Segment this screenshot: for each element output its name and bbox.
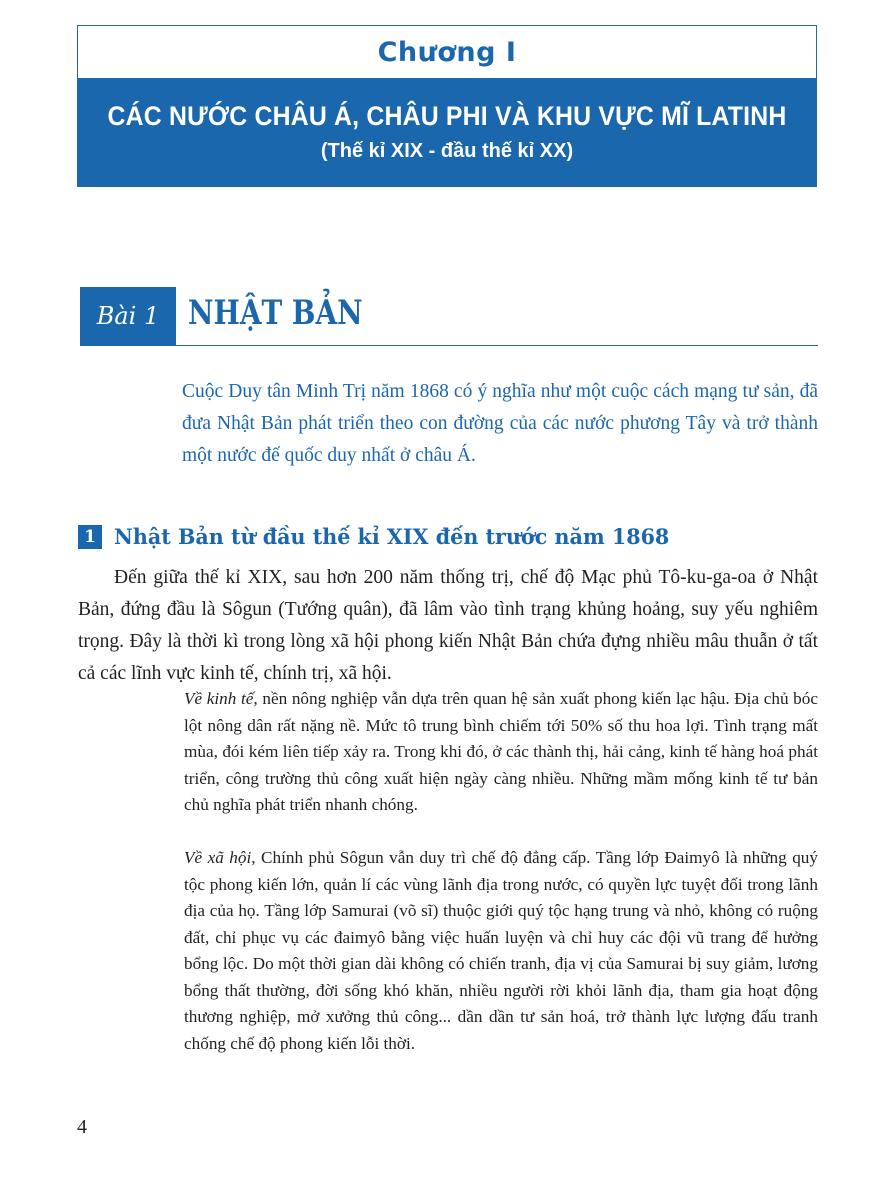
- chapter-header: [77, 25, 817, 187]
- economy-lead: Về kinh tế: [184, 689, 254, 708]
- body-paragraph: Đến giữa thế kỉ XIX, sau hơn 200 năm thống trị, chế độ Mạc phủ Tô-ku-ga-oa ở Nhật Bản, đứng đầu là Sôgun (Tướng quân), đã lâm vào tình trạng khủng hoảng, suy yếu nghiêm trọng. Đây là thời kì trong lòng xã hội phong kiến Nhật Bản chứa đựng nhiều mâu thuẫn ở tất cả các lĩnh vực kinh tế, chính trị, xã hội.: [78, 567, 818, 684]
- economy-paragraph: [184, 686, 818, 819]
- lesson-intro: Cuộc Duy tân Minh Trị năm 1868 có ý nghĩa như một cuộc cách mạng tư sản, đã đưa Nhật Bản phát triển theo con đường của các nước phương Tây và trở thành một nước đế quốc duy nhất ở châu Á.: [182, 381, 818, 466]
- chapter-label: Chương I: [377, 36, 517, 68]
- section-number: 1: [78, 525, 102, 549]
- economy-text: , nền nông nghiệp vẫn dựa trên quan hệ sản xuất phong kiến lạc hậu. Địa chủ bóc lột nông dân rất nặng nề. Mức tô trung bình chiếm tới 50% số thu hoa lợi. Tình trạng mất mùa, đói kém liên tiếp xảy ra. Trong khi đó, ở các thành thị, hải cảng, kinh tế hàng hoá phát triển, công trường thủ công xuất hiện ngày càng nhiều. Những mầm mống kinh tế tư bản chủ nghĩa phát triển nhanh chóng.: [184, 689, 818, 814]
- society-lead: Về xã hội: [184, 848, 252, 867]
- chapter-title: CÁC NƯỚC CHÂU Á, CHÂU PHI VÀ KHU VỰC MĨ LATINH: [107, 101, 787, 131]
- lesson-title: NHẬT BẢN: [188, 293, 363, 333]
- chapter-title-block: [78, 79, 816, 163]
- section-title: Nhật Bản từ đầu thế kỉ XIX đến trước năm 1868: [114, 524, 670, 550]
- lesson-header: [80, 287, 818, 346]
- section-heading: [78, 520, 818, 554]
- chapter-label-bar: [78, 26, 816, 79]
- chapter-subtitle: (Thế kỉ XIX - đầu thế kỉ XX): [320, 140, 574, 162]
- society-text: , Chính phủ Sôgun vẫn duy trì chế độ đẳng cấp. Tầng lớp Đaimyô là những quý tộc phong kiến lớn, quản lí các vùng lãnh địa trong nước, có quyền lực tuyệt đối trong lãnh địa của họ. Tầng lớp Samurai (võ sĩ) thuộc giới quý tộc hạng trung và nhỏ, không có ruộng đất, chỉ phục vụ các đaimyô bằng việc huấn luyện và chỉ huy các đội vũ trang để hưởng bổng lộc. Do một thời gian dài không có chiến tranh, địa vị của Samurai bị suy giảm, lương bổng thất thường, đời sống khó khăn, nhiều người rời khỏi lãnh địa, tham gia hoạt động thương nghiệp, mở xưởng thủ công... dần dần tư sản hoá, trở thành lực lượng đấu tranh chống chế độ phong kiến lỗi thời.: [184, 848, 818, 1053]
- lesson-badge: Bài 1: [80, 287, 176, 345]
- society-paragraph: [184, 845, 818, 1057]
- page-number: 4: [77, 1116, 87, 1138]
